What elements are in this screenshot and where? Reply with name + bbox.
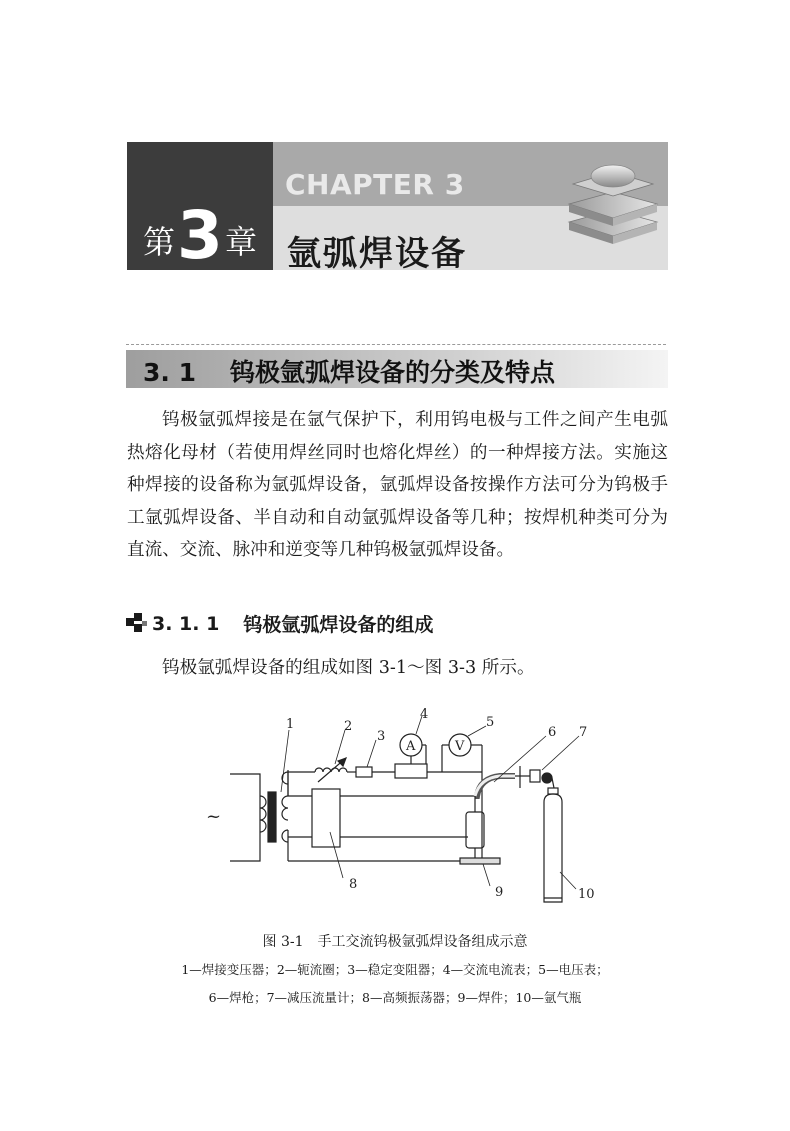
welding-transformer <box>260 772 288 842</box>
section-title: 钨极氩弧焊设备的分类及特点 <box>230 358 556 387</box>
chapter-label: CHAPTER 3 <box>285 168 465 201</box>
workpiece <box>460 858 500 864</box>
chapter-banner <box>127 142 668 274</box>
label-1: 1 <box>286 717 295 732</box>
subsection-heading <box>126 610 433 637</box>
figure-legend-line-1: 1—焊接变压器；2—轭流圈；3—稳定变阻器；4—交流电流表；5—电压表； <box>181 962 609 977</box>
ac-symbol: ~ <box>206 806 222 827</box>
section-heading <box>143 353 555 389</box>
label-8: 8 <box>349 877 358 892</box>
subsection-title: 钨极氩弧焊设备的组成 <box>243 614 434 636</box>
chapter-title: 氩弧焊设备 <box>287 234 467 274</box>
body-paragraph: 钨极氩弧焊接是在氩气保护下，利用钨电极与工件之间产生电弧热熔化母材（若使用焊丝同时也熔化焊丝）的一种焊接方法。实施这种焊接的设备称为氩弧焊设备，氩弧焊设备按操作方法可分为钨极手工氩弧焊设备、半自动和自动氩弧焊设备等几种；按焊机种类可分为直流、交流、脉冲和逆变等几种钨极氩弧焊设备。 <box>127 410 668 561</box>
figure-caption: 图 3-1 手工交流钨极氩弧焊设备组成示意 <box>262 934 528 950</box>
figure-legend-line-2: 6—焊枪；7—减压流量计；8—高频振荡器；9—焊件；10—氩气瓶 <box>208 990 582 1005</box>
ammeter-symbol: A <box>406 739 416 754</box>
flow-regulator <box>530 770 540 782</box>
label-5: 5 <box>486 715 495 730</box>
welding-torch <box>466 812 484 848</box>
label-2: 2 <box>344 719 353 734</box>
label-6: 6 <box>548 725 557 740</box>
subsection-number: 3. 1. 1 <box>152 612 220 635</box>
checker-square-icon <box>126 613 148 635</box>
label-4: 4 <box>420 707 429 722</box>
figure-intro-text: 钨极氩弧焊设备的组成如图 3-1～图 3-3 所示。 <box>162 658 535 678</box>
label-7: 7 <box>579 725 588 740</box>
hf-oscillator <box>312 789 340 847</box>
label-3: 3 <box>377 729 386 744</box>
stabilizing-rheostat <box>356 767 372 777</box>
chapter-number <box>127 196 273 274</box>
stacked-layers-icon <box>565 162 661 246</box>
label-9: 9 <box>495 885 504 900</box>
tig-equipment-diagram <box>190 706 610 921</box>
voltmeter-symbol: V <box>455 739 465 754</box>
argon-cylinder <box>544 794 562 902</box>
chapter-prefix: 第 <box>143 223 176 261</box>
primary-wires <box>230 774 260 861</box>
chapter-digit: 3 <box>177 196 223 274</box>
chapter-suffix: 章 <box>224 223 257 261</box>
label-10: 10 <box>578 887 595 902</box>
flowmeter-gauge <box>542 773 552 783</box>
ammeter-shunt <box>395 764 427 778</box>
section-divider <box>126 344 666 345</box>
section-number: 3. 1 <box>143 358 196 387</box>
